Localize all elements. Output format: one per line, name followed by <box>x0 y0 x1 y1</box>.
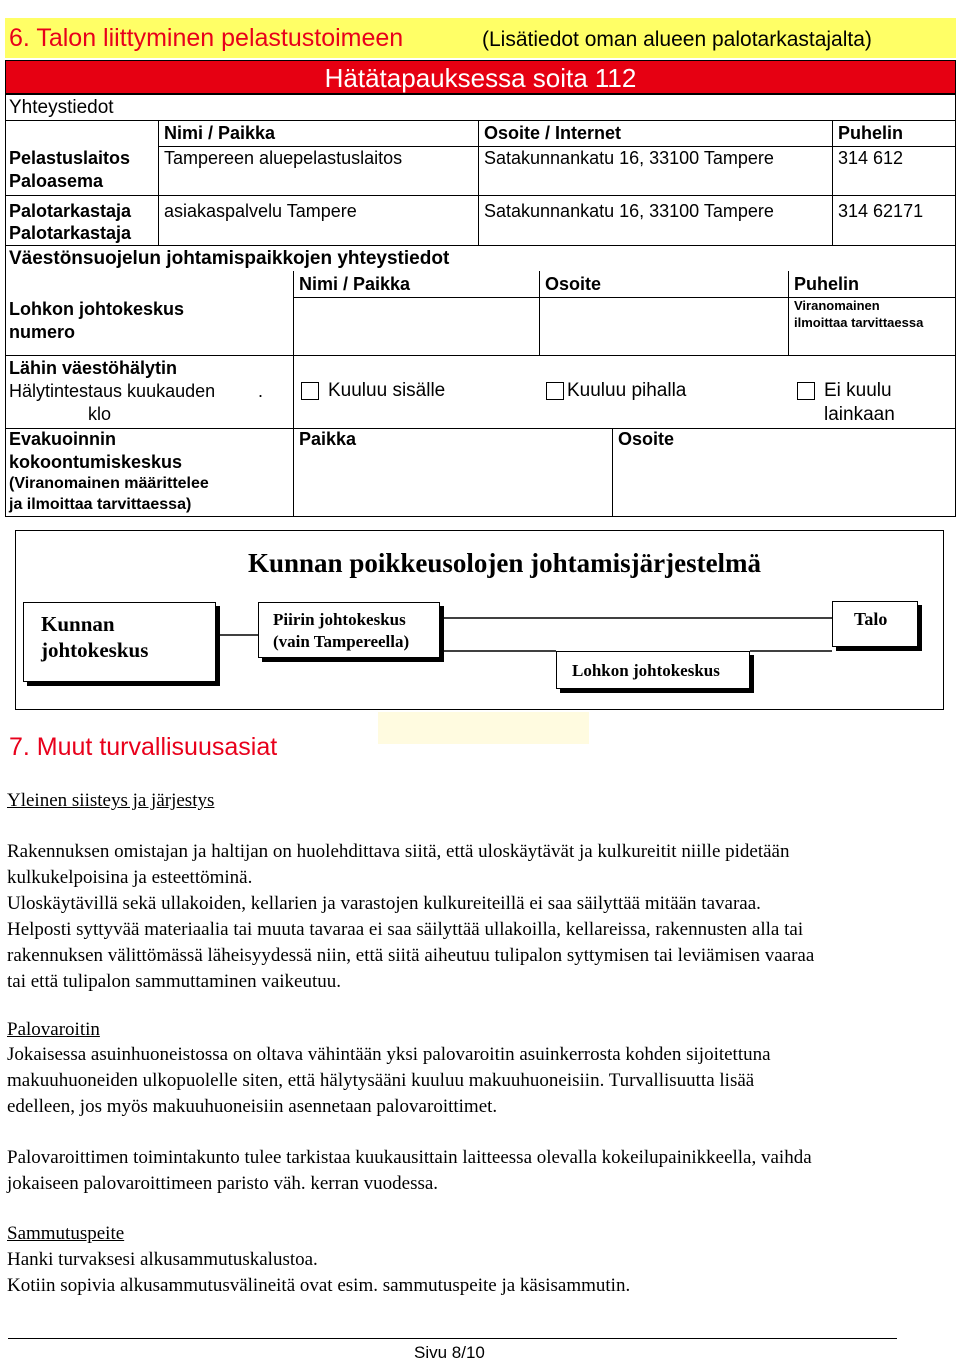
row1-phone: 314 612 <box>838 148 904 168</box>
civil-col-address: Osoite <box>545 274 602 294</box>
heading-fire-blanket: Sammutuspeite <box>7 1223 125 1244</box>
box-district-label-2: (vain Tampereella) <box>273 632 410 651</box>
text-line: rakennuksen välittömässä läheisyydessä niin, että siitä aiheutuu tulipalon syttymisen tai leviämisen vaaraa <box>7 945 815 966</box>
paragraph-smoke-alarm <box>7 1042 957 1120</box>
heading-tidiness: Yleinen siisteys ja järjestys <box>7 790 215 811</box>
box-house-label: Talo <box>854 609 888 629</box>
page-number: Sivu 8/10 <box>414 1343 485 1362</box>
text-line: Hanki turvaksesi alkusammutuskalustoa. <box>7 1249 318 1270</box>
text-line: Palovaroittimen toimintakunto tulee tarkistaa kuukausittain laitteessa olevalla kokeilupainikkeella, vaihda <box>7 1147 812 1168</box>
row1-name: Tampereen aluepelastuslaitos <box>164 148 403 168</box>
text-line: Jokaisessa asuinhuoneistossa on oltava vähintään yksi palovaroitin asuinkerrosta kohden sijoitettuna <box>7 1044 771 1065</box>
section-title: 6. Talon liittyminen pelastustoimeen <box>9 24 404 52</box>
civil-col-name: Nimi / Paikka <box>299 274 411 294</box>
diagram-title: Kunnan poikkeusolojen johtamisjärjestelmä <box>248 548 762 578</box>
heading-smoke-alarm: Palovaroitin <box>7 1019 100 1040</box>
row2-phone: 314 62171 <box>838 201 924 221</box>
siren-inside-label: Kuuluu sisälle <box>328 380 446 401</box>
row1-label: Pelastuslaitos <box>9 148 131 168</box>
text-line: Kotiin sopivia alkusammutusvälineitä ovat esim. sammutuspeite ja käsisammutin. <box>7 1275 631 1296</box>
paragraph-fire-blanket <box>7 1247 957 1299</box>
box-municipal-label: Kunnan <box>41 612 115 636</box>
siren-test-dot: . <box>258 381 264 401</box>
paragraph-tidiness <box>7 839 957 995</box>
highlight-area <box>378 712 589 744</box>
col-phone: Puhelin <box>838 123 904 143</box>
evac-label-2: kokoontumiskeskus <box>9 452 183 472</box>
text-line: Helposti syttyvää materiaalia tai muuta tavaraa ei saa säilyttää ullakoilla, kellareissa, rakennusten alla tai <box>7 919 804 940</box>
civil-col-phone: Puhelin <box>794 274 860 294</box>
siren-label: Lähin väestöhälytin <box>9 358 178 378</box>
evac-note-2: ja ilmoittaa tarvittaessa) <box>9 496 192 513</box>
siren-time-label: klo <box>88 404 112 424</box>
block-note1: Viranomainen <box>794 298 880 313</box>
footer-rule <box>8 1338 897 1339</box>
text-line: Rakennuksen omistajan ja haltijan on huolehdittava siitä, että uloskäytävät ja kulkureitit niille pidetään <box>7 841 790 862</box>
col-name: Nimi / Paikka <box>164 123 276 143</box>
section-subtitle: (Lisätiedot oman alueen palotarkastajalta) <box>482 28 872 51</box>
row2-address: Satakunnankatu 16, 33100 Tampere <box>484 201 774 221</box>
block-label: Lohkon johtokeskus <box>9 299 185 319</box>
row1-address: Satakunnankatu 16, 33100 Tampere <box>484 148 774 168</box>
evac-col-place: Paikka <box>299 429 357 449</box>
col-address: Osoite / Internet <box>484 123 622 143</box>
block-number-label: numero <box>9 322 76 342</box>
row2-sublabel: Palotarkastaja <box>9 223 132 243</box>
row1-sublabel: Paloasema <box>9 171 104 191</box>
civil-heading: Väestönsuojelun johtamispaikkojen yhteystiedot <box>9 248 450 269</box>
contacts-heading: Yhteystiedot <box>9 97 114 118</box>
box-block-label: Lohkon johtokeskus <box>572 661 720 680</box>
text-line: makuuhuoneiden ulkopuolelle siten, että hälytysääni kuuluu makuuhuoneisiin. Turvallisuutta lisää <box>7 1070 755 1091</box>
row2-label: Palotarkastaja <box>9 201 132 221</box>
siren-test-label: Hälytintestaus kuukauden <box>9 381 216 401</box>
siren-none-label: Ei kuulu <box>824 380 892 401</box>
block-note2: ilmoittaa tarvittaessa <box>794 315 924 330</box>
box-municipal-label-2: johtokeskus <box>41 638 149 662</box>
siren-none-label-2: lainkaan <box>824 404 895 425</box>
text-line: edelleen, jos myös makuuhuoneisiin asennetaan palovaroittimet. <box>7 1096 498 1117</box>
box-district-label: Piirin johtokeskus <box>273 610 406 629</box>
evac-label: Evakuoinnin <box>9 429 117 449</box>
evac-col-address: Osoite <box>618 429 675 449</box>
row2-name: asiakaspalvelu Tampere <box>164 201 357 221</box>
text-line: Uloskäytävillä sekä ullakoiden, kellarien ja varastojen kulkureiteillä ei saa säilyttää mitään tavaraa. <box>7 893 761 914</box>
section7-title: 7. Muut turvallisuusasiat <box>9 733 278 761</box>
text-line: tai että tulipalon sammuttaminen vaikeutuu. <box>7 971 342 992</box>
emergency-text: Hätätapauksessa soita 112 <box>324 63 637 93</box>
paragraph-smoke-alarm-check <box>7 1145 957 1197</box>
siren-outside-label: Kuuluu pihalla <box>567 380 687 401</box>
evac-note: (Viranomainen määrittelee <box>9 475 209 492</box>
text-line: jokaiseen palovaroittimeen paristo väh. kerran vuodessa. <box>7 1173 439 1194</box>
text-line: kulkukelpoisina ja esteettöminä. <box>7 867 253 888</box>
